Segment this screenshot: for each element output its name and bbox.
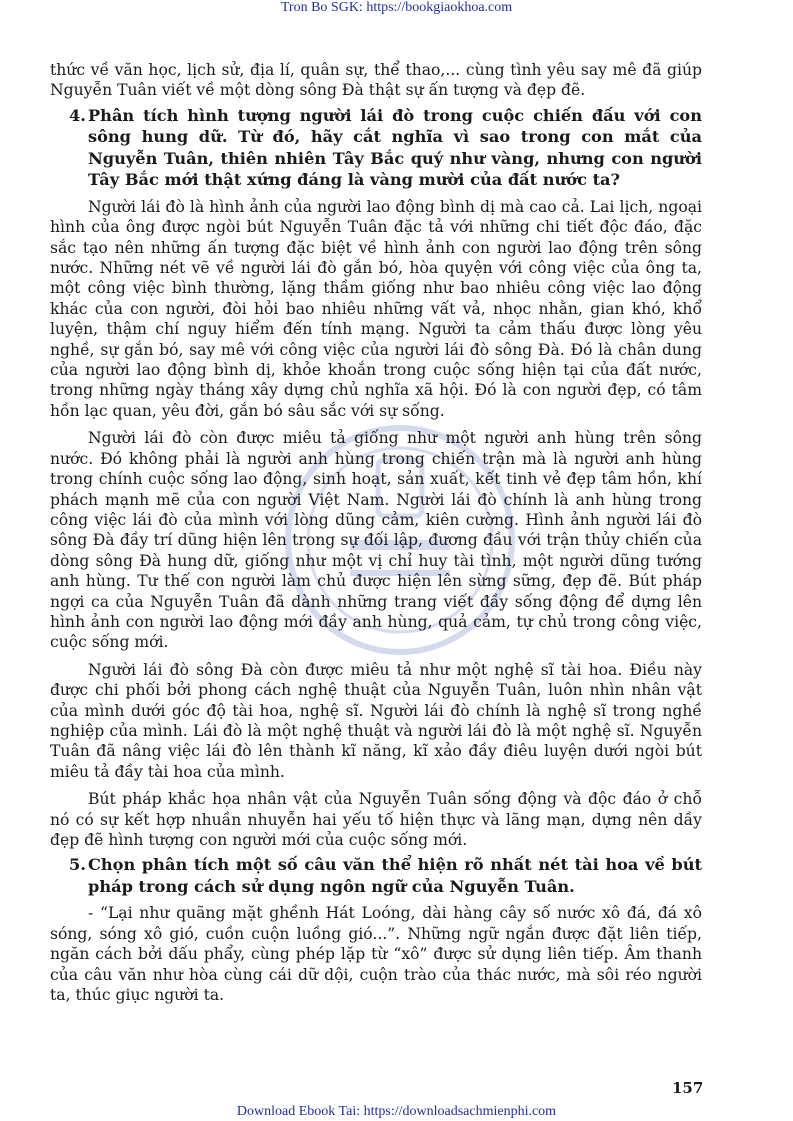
page-content [50,60,702,1005]
question-5-number: 5. [69,855,86,875]
page-number: 157 [672,1079,704,1097]
header-source-link[interactable]: Tron Bo SGK: https://bookgiaokhoa.com [280,0,513,15]
question-5 [50,854,702,897]
footer-download-link[interactable]: Download Ebook Tai: https://downloadsachmienphi.com [236,1104,557,1119]
answer-4-paragraph-4: Bút pháp khắc họa nhân vật của Nguyễn Tuân sống động và độc đáo ở chỗ nó có sự kết hợp nhuần nhuyễn hai yếu tố hiện thực và lãng mạn, dựng nên dầy đẹp đẽ hình tượng con người mới của cuộc sống mới. [50,790,702,849]
question-4 [50,105,702,191]
answer-4-paragraph-3: Người lái đò sông Đà còn được miêu tả như một nghệ sĩ tài hoa. Điều này được chi phối bởi phong cách nghệ thuật của Nguyễn Tuân, luôn nhìn nhân vật của mình dưới góc độ tài hoa, nghệ sĩ. Người lái đò chính là nghệ sĩ trong nghề nghiệp của mình. Lái đò là một nghệ thuật và người lái đò là một nghệ sĩ. Nguyễn Tuân đã nâng việc lái đò lên thành kĩ năng, kĩ xảo đầy điêu luyện dưới ngòi bút miêu tả đầy tài hoa của mình. [50,660,702,781]
answer-4-paragraph-2: Người lái đò còn được miêu tả giống như một người anh hùng trên sông nước. Đó không phải là người anh hùng trong chiến trận mà là người anh hùng trong chính cuộc sống lao động, sinh hoạt, sản xuất, kết tinh vẻ đẹp tâm hồn, khí phách mạnh mẽ của con người Việt Nam. Người lái đò chính là anh hùng trong công việc lái đò của mình với lòng dũng cảm, kiên cường. Hình ảnh người lái đò sông Đà đầy trí dũng hiện lên trong sự đối lập, đương đầu với trận thủy chiến của dòng sông Đà hung dữ, giống như một vị chỉ huy tài tình, một người dũng tướng anh hùng. Tư thế con người làm chủ được hiện lên sừng sững, đẹp đẽ. Bút pháp ngợi ca của Nguyễn Tuân đã dành những trang viết đầy sống động để dựng lên hình ảnh con người lao động mới đầy anh hùng, quả cảm, tự chủ trong công việc, cuộc sống mới. [50,429,702,652]
question-4-text: Phân tích hình tượng người lái đò trong cuộc chiến đấu với con sông hung dữ. Từ đó, hãy cắt nghĩa vì sao trong con mắt của Nguyễn Tuân, thiên nhiên Tây Bắc quý như vàng, nhưng con người Tây Bắc mới thật xứng đáng là vàng mười của đất nước ta? [88,105,702,190]
intro-paragraph: thức về văn học, lịch sử, địa lí, quân sự, thể thao,... cùng tình yêu say mê đã giúp Nguyễn Tuân viết về một dòng sông Đà thật sự ấn tượng và đẹp đẽ. [50,61,702,100]
answer-4-paragraph-1: Người lái đò là hình ảnh của người lao động bình dị mà cao cả. Lai lịch, ngoại hình của ông được ngòi bút Nguyễn Tuân đặc tả với những chi tiết độc đáo, đặc sắc tạo nên những ấn tượng đặc biệt về hình ảnh con người lao động trên sông nước. Những nét vẽ về người lái đò gắn bó, hòa quyện với công việc của ông ta, một công việc bình thường, lặng thầm giống như bao nhiêu công việc lao động khác của con người, đòi hỏi bao nhiêu những vất vả, nhọc nhằn, gian khó, khổ luyện, thậm chí nguy hiểm đến tính mạng. Người ta cảm thấu được lòng yêu nghề, sự gắn bó, say mê với công việc của người lái đò sông Đà. Đó là chân dung của người lao động bình dị, khỏe khoắn trong cuộc sống hiện tại của đất nước, trong những ngày tháng xây dựng chủ nghĩa xã hội. Đó là con người đẹp, có tâm hồn lạc quan, yêu đời, gắn bó sâu sắc với sự sống. [50,197,702,420]
answer-5-paragraph-1: - “Lại như quãng mặt ghềnh Hát Loóng, dài hàng cây số nước xô đá, đá xô sóng, sóng xô gió, cuồn cuộn luồng gió...”. Những ngữ ngắn được đặt liên tiếp, ngăn cách bởi dấu phẩy, cùng phép lặp từ “xô” được sử dụng liên tiếp. Âm thanh của câu văn như hòa cùng cái dữ dội, cuộn trào của thác nước, mà sôi réo người ta, thúc giục người ta. [50,904,702,1005]
question-4-number: 4. [69,105,86,125]
question-5-text: Chọn phân tích một số câu văn thể hiện rõ nhất nét tài hoa về bút pháp trong cách sử dụng ngôn ngữ của Nguyễn Tuân. [88,855,702,896]
